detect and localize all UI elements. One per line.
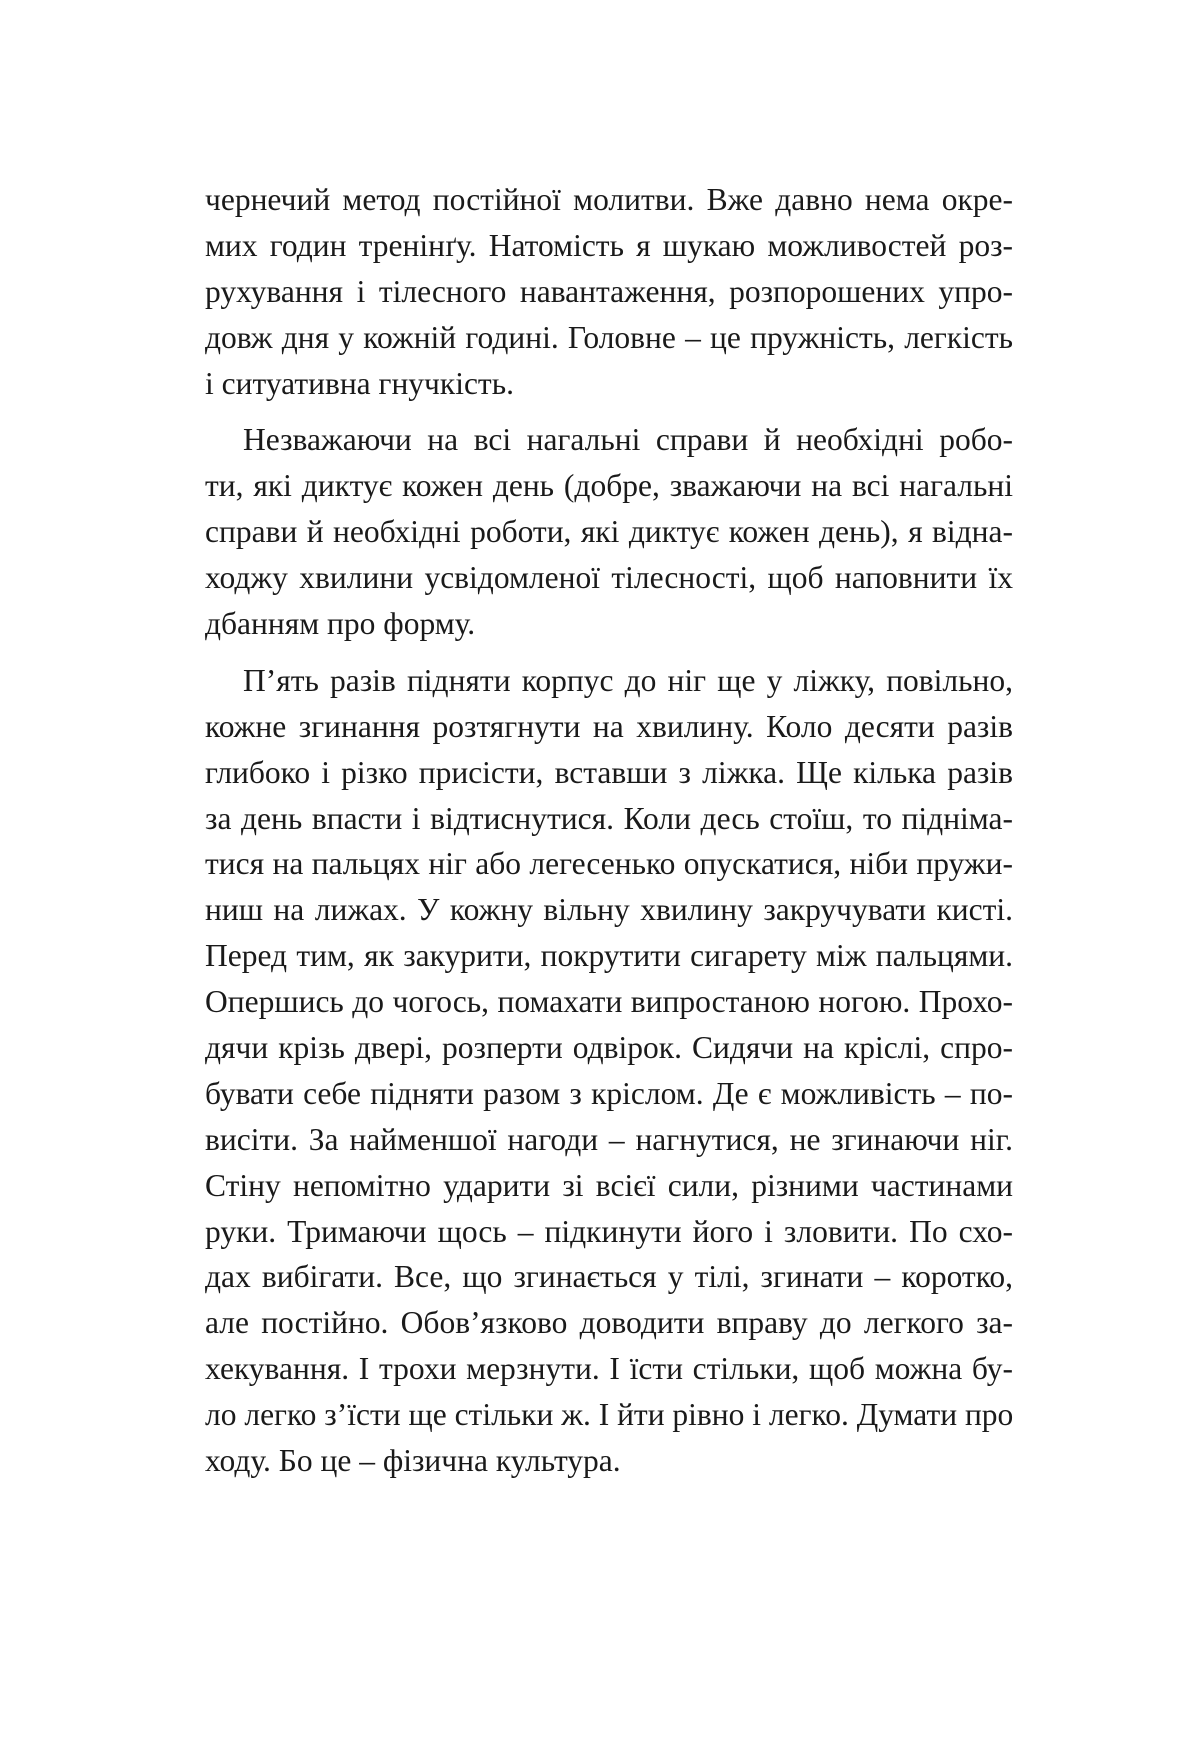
text-line: тися на пальцях ніг або легесенько опускатися, ніби пружи-	[205, 846, 1013, 882]
text-line: дячи крізь двері, розперти одвірок. Сидячи на кріслі, спро-	[205, 1030, 1013, 1066]
text-line: П’ять разів підняти корпус до ніг ще у ліжку, повільно,	[243, 662, 1013, 698]
text-line: бувати себе підняти разом з кріслом. Де є можливість – по-	[205, 1075, 1013, 1111]
text-line: але постійно. Обов’язково доводити вправу до легкого за-	[205, 1305, 1013, 1341]
paragraph-gap	[205, 647, 1013, 658]
text-line: кожне згинання розтягнути на хвилину. Коло десяти разів	[205, 708, 1013, 744]
text-line: глибоко і різко присісти, вставши з ліжка. Ще кілька разів	[205, 754, 1013, 790]
text-line: Стіну непомітно ударити зі всієї сили, різними частинами	[205, 1167, 1013, 1203]
paragraph-gap	[205, 406, 1013, 417]
text-line: ти, які диктує кожен день (добре, зважаючи на всі нагальні	[205, 468, 1013, 504]
text-line: ходжу хвилини усвідомленої тілесності, щоб наповнити їх	[205, 560, 1013, 596]
text-line: і ситуативна гнучкість.	[205, 365, 514, 401]
text-line: мих годин тренінґу. Натомість я шукаю можливостей роз-	[205, 227, 1013, 263]
text-line: руки. Тримаючи щось – підкинути його і зловити. По схо-	[205, 1213, 1013, 1249]
text-line: справи й необхідні роботи, які диктує кожен день), я відна-	[205, 514, 1013, 550]
text-line: висіти. За найменшої нагоди – нагнутися, не згинаючи ніг.	[205, 1121, 1013, 1157]
text-line: Незважаючи на всі нагальні справи й необхідні робо-	[243, 422, 1013, 458]
text-line: дбанням про форму.	[205, 606, 476, 642]
text-line: ниш на лижах. У кожну вільну хвилину закручувати кисті.	[205, 892, 1013, 928]
text-line: ходу. Бо це – фізична культура.	[205, 1443, 621, 1479]
text-line: ло легко з’їсти ще стільки ж. І йти рівно і легко. Думати про	[205, 1397, 1014, 1433]
text-line: Перед тим, як закурити, покрутити сигарету між пальцями.	[205, 938, 1013, 974]
paragraph-3	[205, 658, 1013, 1484]
text-line: Опершись до чогось, помахати випростаною ногою. Прохо-	[205, 984, 1013, 1020]
body-text	[205, 177, 1013, 1484]
text-line: за день впасти і відтиснутися. Коли десь стоїш, то підніма-	[205, 800, 1013, 836]
text-line: хекування. І трохи мерзнути. І їсти стільки, щоб можна бу-	[205, 1351, 1013, 1387]
text-line: довж дня у кожній годині. Головне – це пружність, легкість	[205, 319, 1013, 355]
text-line: рухування і тілесного навантаження, розпорошених упро-	[205, 273, 1013, 309]
text-line: чернечий метод постійної молитви. Вже давно нема окре-	[205, 182, 1013, 217]
paragraph-2	[205, 417, 1013, 646]
text-line: дах вибігати. Все, що згинається у тілі, згинати – коротко,	[205, 1259, 1013, 1295]
paragraph-1	[205, 177, 1013, 406]
